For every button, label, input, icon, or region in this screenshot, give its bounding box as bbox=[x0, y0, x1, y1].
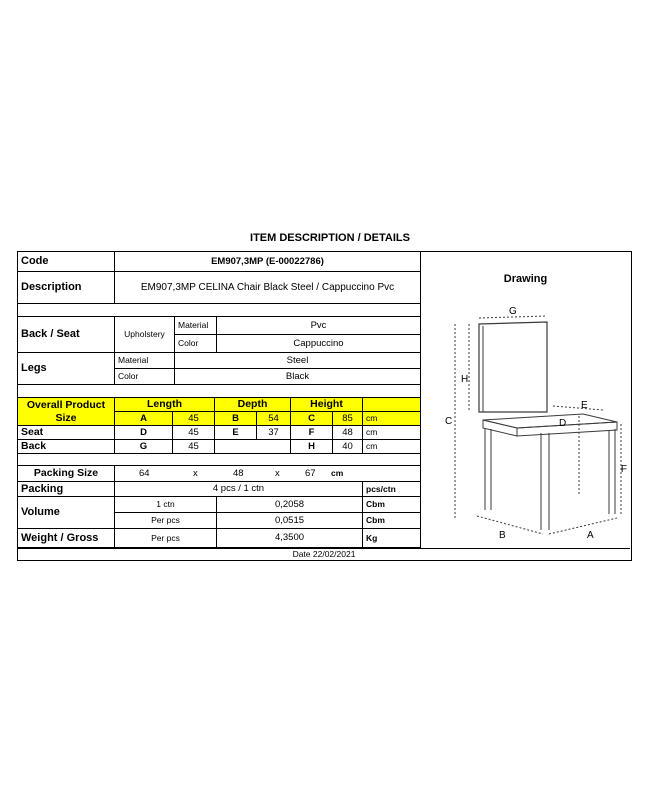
length-header: Length bbox=[114, 398, 214, 412]
weight-label: Weight / Gross bbox=[18, 529, 114, 548]
bs-material-label: Material bbox=[174, 317, 216, 335]
date-row: Date 22/02/2021 bbox=[18, 548, 630, 560]
spec-sheet bbox=[17, 251, 632, 561]
chair-drawing bbox=[433, 302, 629, 546]
dim-g-value: 45 bbox=[172, 440, 214, 454]
bs-material-value: Pvc bbox=[216, 317, 420, 335]
overall-size-line2: Size bbox=[55, 412, 77, 424]
packing-size-v1: 64 bbox=[139, 467, 150, 479]
dim-h-value: 40 bbox=[332, 440, 362, 454]
drawing-label: Drawing bbox=[503, 272, 548, 285]
code-label: Code bbox=[18, 252, 114, 272]
dim-row1-unit: cm bbox=[362, 412, 420, 426]
depth-header: Depth bbox=[214, 398, 290, 412]
packing-size-unit: cm bbox=[331, 468, 344, 479]
label-h: H bbox=[461, 374, 469, 385]
volume-pcs-unit: Cbm bbox=[362, 513, 420, 529]
packing-size-v3: 67 bbox=[305, 467, 316, 479]
dim-c-letter: C bbox=[290, 412, 332, 426]
dim-h-letter: H bbox=[290, 440, 332, 454]
packing-size-values bbox=[114, 466, 420, 482]
dim-row2-unit: cm bbox=[362, 426, 420, 440]
packing-value: 4 pcs / 1 ctn bbox=[114, 482, 362, 497]
back-label: Back bbox=[18, 440, 114, 454]
description-value: EM907,3MP CELINA Chair Black Steel / Cappuccino Pvc bbox=[114, 272, 420, 304]
dim-c-value: 85 bbox=[332, 412, 362, 426]
label-e: E bbox=[581, 400, 588, 411]
upholstery-label: Upholstery bbox=[114, 317, 174, 353]
dim-e-value: 37 bbox=[256, 426, 290, 440]
packing-size-label: Packing Size bbox=[18, 466, 114, 482]
dim-g-letter: G bbox=[114, 440, 172, 454]
dim-row3-unit: cm bbox=[362, 440, 420, 454]
packing-size-v2: 48 bbox=[233, 467, 244, 479]
legs-label: Legs bbox=[18, 353, 114, 385]
legs-material-value: Steel bbox=[174, 353, 420, 369]
height-header: Height bbox=[290, 398, 362, 412]
dim-back-depth-empty bbox=[214, 440, 290, 454]
spacer-row-2 bbox=[18, 385, 420, 398]
legs-material-label: Material bbox=[114, 353, 174, 369]
dim-d-value: 45 bbox=[172, 426, 214, 440]
volume-ctn-value: 0,2058 bbox=[216, 497, 362, 513]
label-f: F bbox=[620, 464, 627, 475]
weight-value: 4,3500 bbox=[216, 529, 362, 548]
volume-ctn-unit: Cbm bbox=[362, 497, 420, 513]
overall-size-line1: Overall Product bbox=[26, 398, 106, 411]
volume-ctn-label: 1 ctn bbox=[114, 497, 216, 513]
code-value: EM907,3MP (E-00022786) bbox=[114, 252, 420, 272]
label-b: B bbox=[499, 530, 506, 541]
label-c: C bbox=[445, 416, 453, 427]
description-label: Description bbox=[18, 272, 114, 304]
volume-label: Volume bbox=[18, 497, 114, 529]
page-title: ITEM DESCRIPTION / DETAILS bbox=[250, 232, 410, 244]
spacer-row bbox=[18, 304, 420, 317]
packing-label: Packing bbox=[18, 482, 114, 497]
volume-pcs-value: 0,0515 bbox=[216, 513, 362, 529]
spacer-row-3 bbox=[18, 454, 420, 466]
legs-color-label: Color bbox=[114, 369, 174, 385]
dim-b-letter: B bbox=[214, 412, 256, 426]
back-seat-label: Back / Seat bbox=[18, 317, 114, 353]
overall-size-header bbox=[18, 398, 114, 426]
dim-b-value: 54 bbox=[256, 412, 290, 426]
volume-pcs-label: Per pcs bbox=[114, 513, 216, 529]
label-d: D bbox=[559, 418, 567, 429]
dim-f-value: 48 bbox=[332, 426, 362, 440]
label-g: G bbox=[509, 306, 517, 317]
chair-sketch bbox=[455, 316, 621, 534]
bs-color-label: Color bbox=[174, 335, 216, 353]
weight-sub-label: Per pcs bbox=[114, 529, 216, 548]
packing-size-x1: x bbox=[193, 467, 198, 479]
packing-size-x2: x bbox=[275, 467, 280, 479]
dim-a-letter: A bbox=[114, 412, 172, 426]
dim-a-value: 45 bbox=[172, 412, 214, 426]
packing-unit: pcs/ctn bbox=[362, 482, 420, 497]
seat-label: Seat bbox=[18, 426, 114, 440]
bs-color-value: Cappuccino bbox=[216, 335, 420, 353]
dim-f-letter: F bbox=[290, 426, 332, 440]
weight-unit: Kg bbox=[362, 529, 420, 548]
label-a: A bbox=[587, 530, 594, 541]
dim-e-letter: E bbox=[214, 426, 256, 440]
unit-header bbox=[362, 398, 420, 412]
dim-d-letter: D bbox=[114, 426, 172, 440]
legs-color-value: Black bbox=[174, 369, 420, 385]
